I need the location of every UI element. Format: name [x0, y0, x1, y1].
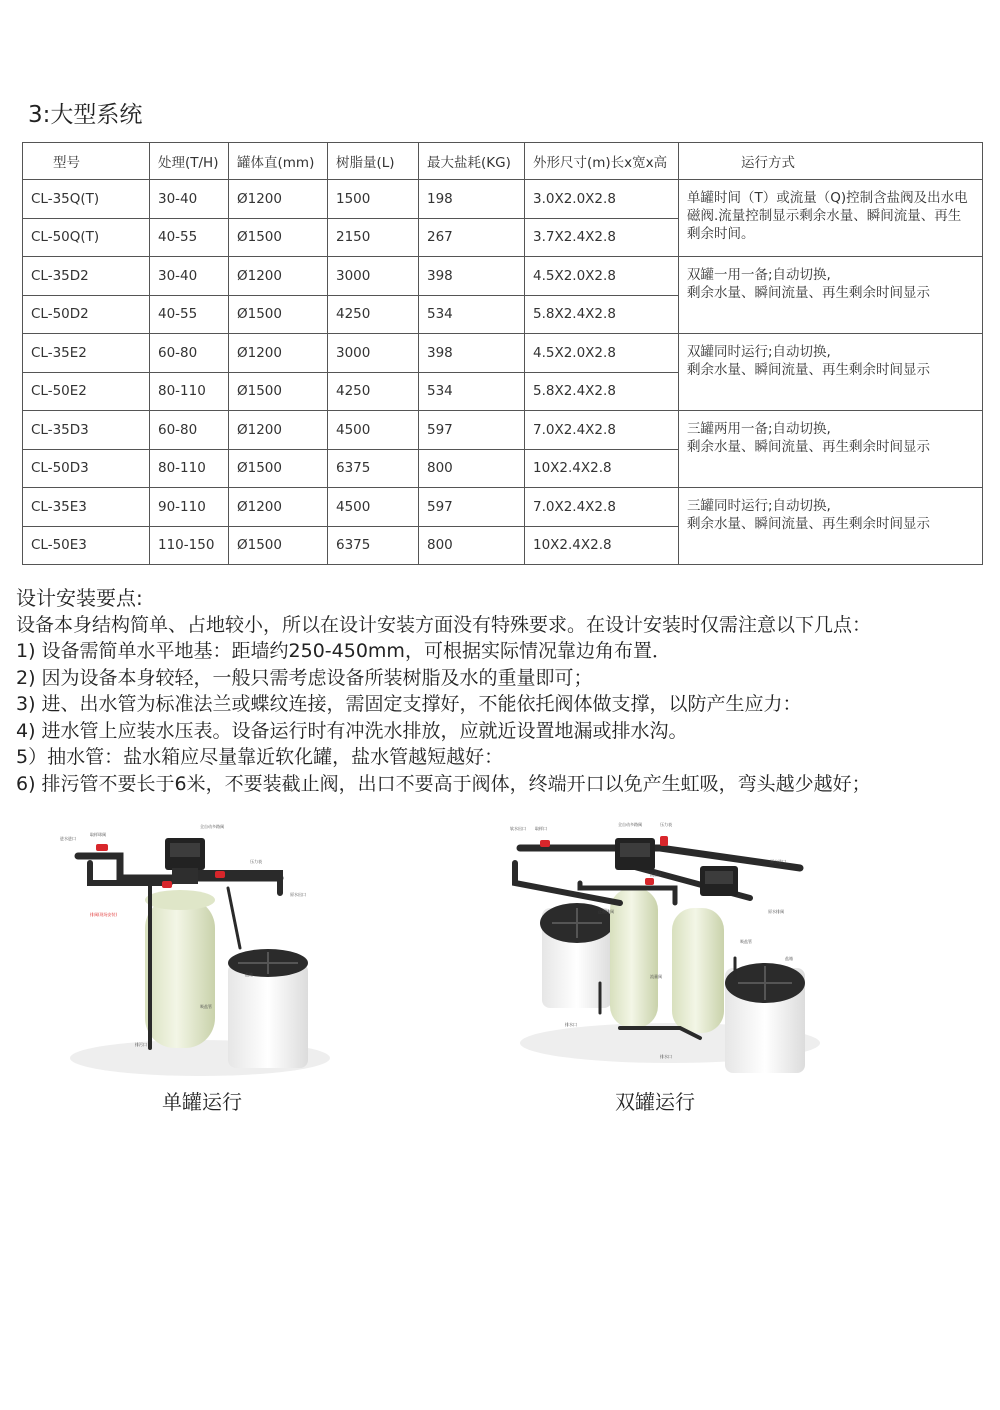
notes-line: 2) 因为设备本身较轻，一般只需考虑设备所装树脂及水的重量即可；	[16, 666, 593, 689]
cell-dimensions: 7.0X2.4X2.8	[525, 411, 679, 450]
cell-tank-diameter: Ø1500	[229, 295, 328, 334]
cell-mode: 三罐同时运行;自动切换, 剩余水量、瞬间流量、再生剩余时间显示	[679, 488, 983, 565]
cell-tank-diameter: Ø1500	[229, 218, 328, 257]
header-salt: 最大盐耗(KG)	[419, 143, 525, 180]
caption-double-tank: 双罐运行	[615, 1090, 695, 1114]
header-tank-diameter: 罐体直(mm)	[229, 143, 328, 180]
svg-text:排阀(现场安装): 排阀(现场安装)	[90, 912, 118, 917]
header-resin: 树脂量(L)	[328, 143, 419, 180]
cell-salt: 198	[419, 180, 525, 219]
cell-capacity: 90-110	[150, 488, 229, 527]
cell-capacity: 80-110	[150, 372, 229, 411]
cell-tank-diameter: Ø1500	[229, 372, 328, 411]
cell-capacity: 40-55	[150, 295, 229, 334]
brine-tank-right	[725, 963, 805, 1073]
svg-text:流量计: 流量计	[650, 872, 662, 877]
header-mode: 运行方式	[679, 143, 983, 180]
notes-line: 3) 进、出水管为标准法兰或蝶纹连接，需固定支撑好，不能依托阀体做支撑，以防产生应力：	[16, 693, 802, 715]
cell-salt: 800	[419, 526, 525, 565]
cell-dimensions: 3.0X2.0X2.8	[525, 180, 679, 219]
notes-line: 6) 排污管不要长于6米，不要装截止阀，出口不要高于阀体，终端开口以免产生虹吸，弯头越少越好；	[16, 772, 871, 795]
cell-capacity: 110-150	[150, 526, 229, 565]
cell-model: CL-35E2	[23, 334, 150, 373]
cell-model: CL-35D2	[23, 257, 150, 296]
cell-resin: 4250	[328, 295, 419, 334]
cell-mode: 单罐时间（T）或流量（Q)控制含盐阀及出水电磁阀.流量控制显示剩余水量、瞬间流量、再生剩余时间。	[679, 180, 983, 257]
cell-dimensions: 5.8X2.4X2.8	[525, 295, 679, 334]
svg-text:进水进口: 进水进口	[60, 836, 76, 841]
cell-salt: 267	[419, 218, 525, 257]
svg-text:全自动多路阀: 全自动多路阀	[200, 824, 224, 829]
cell-resin: 1500	[328, 180, 419, 219]
svg-text:流量阀: 流量阀	[650, 974, 662, 979]
svg-text:取样口: 取样口	[535, 826, 547, 831]
cell-model: CL-50E2	[23, 372, 150, 411]
cell-salt: 800	[419, 449, 525, 488]
notes-title: 设计安装要点:	[16, 586, 143, 610]
double-tank-diagram	[500, 818, 830, 1088]
cell-dimensions: 7.0X2.4X2.8	[525, 488, 679, 527]
svg-text:盐箱: 盐箱	[785, 956, 793, 961]
svg-text:原水出口: 原水出口	[290, 892, 306, 897]
svg-text:原水进口: 原水进口	[770, 859, 786, 864]
cell-resin: 4500	[328, 488, 419, 527]
cell-model: CL-50D2	[23, 295, 150, 334]
cell-capacity: 40-55	[150, 218, 229, 257]
svg-text:盐箱: 盐箱	[245, 972, 253, 977]
cell-dimensions: 10X2.4X2.8	[525, 449, 679, 488]
cell-model: CL-35D3	[23, 411, 150, 450]
cell-tank-diameter: Ø1500	[229, 526, 328, 565]
cell-dimensions: 4.5X2.0X2.8	[525, 334, 679, 373]
cell-resin: 3000	[328, 257, 419, 296]
cell-tank-diameter: Ø1200	[229, 257, 328, 296]
cell-resin: 3000	[328, 334, 419, 373]
cell-tank-diameter: Ø1200	[229, 180, 328, 219]
brine-tank-left	[540, 903, 614, 1008]
table-row	[23, 488, 983, 527]
cell-salt: 398	[419, 257, 525, 296]
control-valve-right	[700, 866, 738, 896]
cell-model: CL-50E3	[23, 526, 150, 565]
cell-capacity: 30-40	[150, 180, 229, 219]
section-title: 3:大型系统	[28, 102, 143, 128]
cell-salt: 597	[419, 411, 525, 450]
cell-model: CL-35E3	[23, 488, 150, 527]
cell-capacity: 30-40	[150, 257, 229, 296]
cell-resin: 2150	[328, 218, 419, 257]
install-notes	[16, 585, 871, 797]
cell-capacity: 80-110	[150, 449, 229, 488]
cell-mode: 三罐两用一备;自动切换, 剩余水量、瞬间流量、再生剩余时间显示	[679, 411, 983, 488]
svg-text:吸盐管: 吸盐管	[200, 1004, 212, 1009]
cell-mode: 双罐同时运行;自动切换, 剩余水量、瞬间流量、再生剩余时间显示	[679, 334, 983, 411]
cell-dimensions: 5.8X2.4X2.8	[525, 372, 679, 411]
cell-tank-diameter: Ø1200	[229, 334, 328, 373]
table-row	[23, 334, 983, 373]
cell-model: CL-50D3	[23, 449, 150, 488]
cell-resin: 4250	[328, 372, 419, 411]
cell-dimensions: 10X2.4X2.8	[525, 526, 679, 565]
single-tank-diagram	[50, 818, 350, 1088]
cell-resin: 4500	[328, 411, 419, 450]
header-capacity: 处理(T/H)	[150, 143, 229, 180]
notes-line: 4) 进水管上应装水压表。设备运行时有冲洗水排放，应就近设置地漏或排水沟。	[16, 719, 688, 742]
cell-model: CL-35Q(T)	[23, 180, 150, 219]
cell-salt: 597	[419, 488, 525, 527]
svg-text:全自动多路阀: 全自动多路阀	[618, 822, 642, 827]
cell-tank-diameter: Ø1200	[229, 488, 328, 527]
table-row	[23, 180, 983, 219]
svg-text:压力表: 压力表	[250, 859, 262, 864]
cell-dimensions: 3.7X2.4X2.8	[525, 218, 679, 257]
cell-tank-diameter: Ø1500	[229, 449, 328, 488]
header-dimensions: 外形尺寸(m)长x宽x高	[525, 143, 679, 180]
caption-single-tank: 单罐运行	[162, 1090, 242, 1114]
cell-salt: 398	[419, 334, 525, 373]
cell-resin: 6375	[328, 449, 419, 488]
table-row	[23, 257, 983, 296]
svg-text:排污口: 排污口	[135, 1042, 147, 1047]
control-valve-left	[615, 838, 655, 870]
svg-text:吸盐管: 吸盐管	[740, 939, 752, 944]
table-header-row	[23, 143, 983, 180]
cell-salt: 534	[419, 372, 525, 411]
table-row	[23, 411, 983, 450]
svg-text:软水出口: 软水出口	[510, 826, 526, 831]
spec-table	[22, 142, 983, 565]
resin-tank	[145, 890, 215, 1048]
cell-mode: 双罐一用一备;自动切换, 剩余水量、瞬间流量、再生剩余时间显示	[679, 257, 983, 334]
resin-tank-left	[610, 888, 658, 1028]
svg-text:取样球阀: 取样球阀	[90, 832, 106, 837]
cell-capacity: 60-80	[150, 411, 229, 450]
cell-tank-diameter: Ø1200	[229, 411, 328, 450]
cell-model: CL-50Q(T)	[23, 218, 150, 257]
notes-line: 5）抽水管：盐水箱应尽量靠近软化罐，盐水管越短越好：	[16, 746, 504, 768]
resin-tank-right	[672, 908, 724, 1033]
svg-text:排水口: 排水口	[565, 1022, 577, 1027]
brine-tank	[228, 949, 308, 1068]
cell-capacity: 60-80	[150, 334, 229, 373]
cell-resin: 6375	[328, 526, 419, 565]
cell-dimensions: 4.5X2.0X2.8	[525, 257, 679, 296]
notes-line: 1) 设备需简单水平地基：距墙约250-450mm，可根据实际情况靠边角布置．	[16, 640, 671, 662]
svg-text:压力表: 压力表	[660, 822, 672, 827]
svg-text:原水排阀: 原水排阀	[768, 909, 784, 914]
notes-line: 设备本身结构简单、占地较小，所以在设计安装方面没有特殊要求。在设计安装时仅需注意以下几点：	[16, 613, 872, 636]
cell-salt: 534	[419, 295, 525, 334]
svg-text:正面排阀: 正面排阀	[598, 909, 614, 914]
header-model: 型号	[23, 143, 150, 180]
svg-text:排水口: 排水口	[660, 1054, 672, 1059]
